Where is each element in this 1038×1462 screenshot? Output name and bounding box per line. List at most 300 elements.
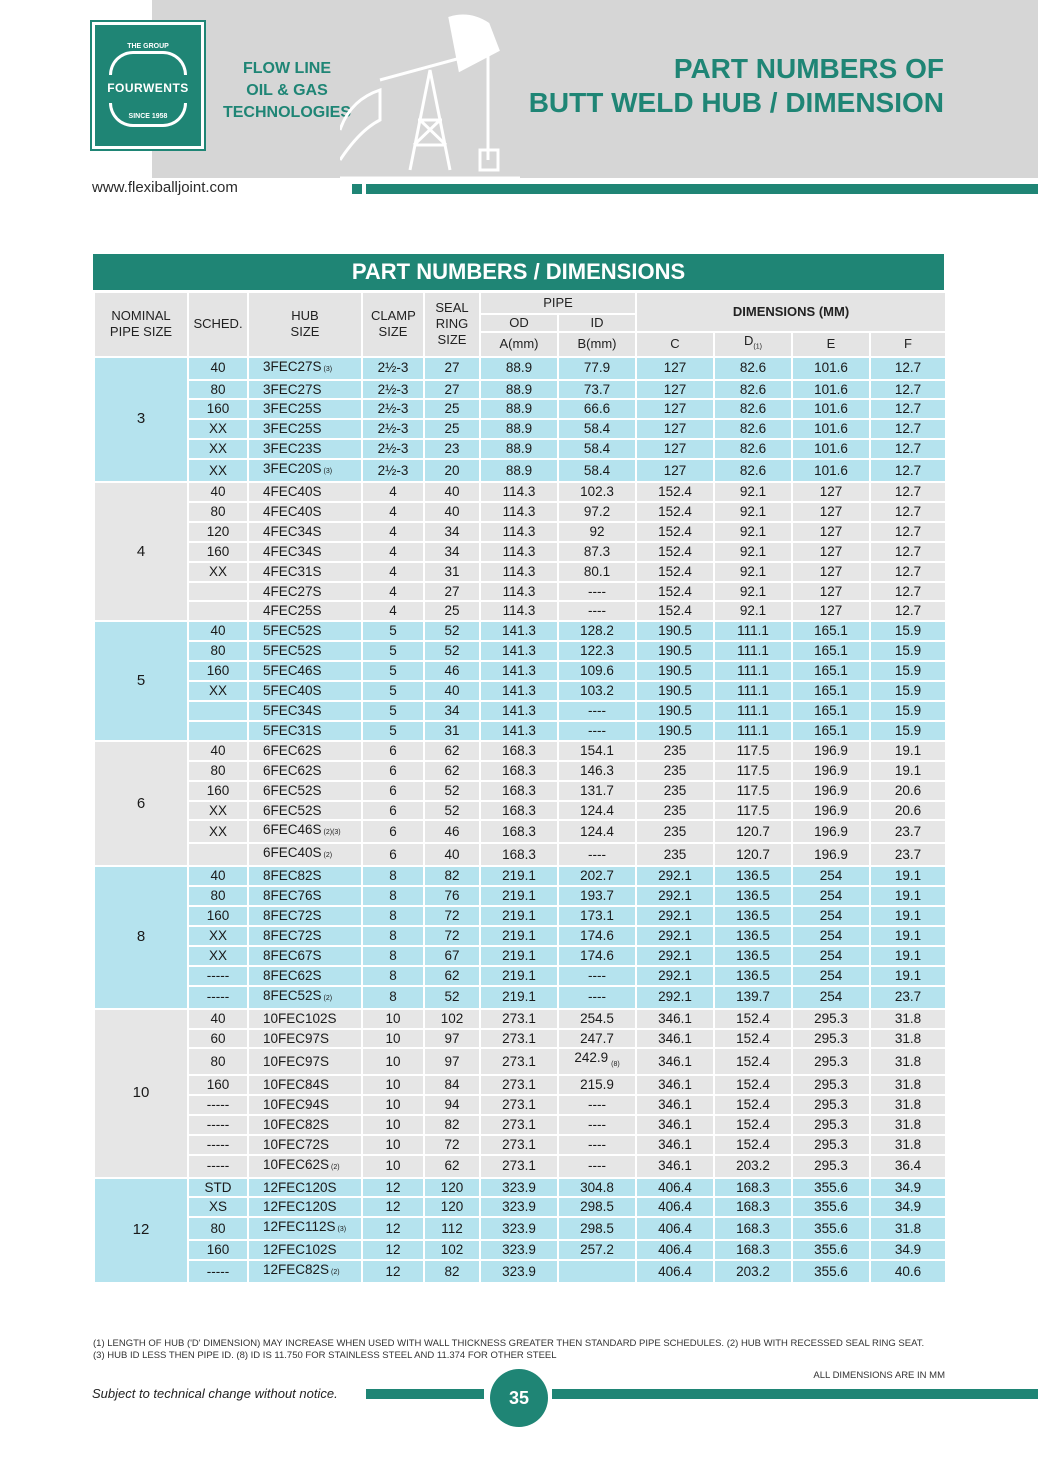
cell-hub-part-number bbox=[248, 1095, 362, 1115]
cell-seal-ring-size: 40 bbox=[424, 681, 480, 701]
id-value: 58.4 bbox=[583, 421, 611, 437]
cell-dim-e: 355.6 bbox=[792, 1260, 870, 1283]
cell-od-a: 219.1 bbox=[480, 906, 558, 926]
cell-sched: 80 bbox=[188, 761, 248, 781]
table-row bbox=[94, 986, 946, 1009]
cell-clamp-size: 6 bbox=[362, 781, 424, 801]
cell-id-b bbox=[558, 482, 636, 502]
table-row bbox=[94, 1095, 946, 1115]
cell-dim-e: 127 bbox=[792, 542, 870, 562]
cell-clamp-size: 10 bbox=[362, 1115, 424, 1135]
hub-part-number: 4FEC31S bbox=[263, 563, 322, 579]
hub-part-number: 8FEC62S bbox=[263, 967, 322, 983]
id-value: ---- bbox=[588, 1158, 606, 1174]
cell-id-b bbox=[558, 906, 636, 926]
cell-clamp-size: 12 bbox=[362, 1260, 424, 1283]
cell-dim-e: 101.6 bbox=[792, 419, 870, 439]
cell-hub-part-number bbox=[248, 419, 362, 439]
header-f: F bbox=[870, 332, 946, 357]
hub-part-number: 3FEC25S bbox=[263, 421, 322, 437]
cell-sched: 160 bbox=[188, 661, 248, 681]
cell-sched: 160 bbox=[188, 781, 248, 801]
table-row bbox=[94, 380, 946, 400]
cell-id-b bbox=[558, 399, 636, 419]
id-value: 242.9 bbox=[574, 1050, 609, 1066]
cell-dim-f: 23.7 bbox=[870, 986, 946, 1009]
cell-sched: ----- bbox=[188, 986, 248, 1009]
id-value: 73.7 bbox=[583, 381, 611, 397]
cell-sched bbox=[188, 843, 248, 866]
hub-part-number: 8FEC72S bbox=[263, 908, 322, 924]
id-value: 124.4 bbox=[580, 823, 614, 839]
cell-hub-part-number bbox=[248, 701, 362, 721]
cell-clamp-size: 6 bbox=[362, 761, 424, 781]
cell-sched: XS bbox=[188, 1197, 248, 1217]
cell-clamp-size: 8 bbox=[362, 906, 424, 926]
cell-hub-part-number bbox=[248, 482, 362, 502]
cell-id-b bbox=[558, 946, 636, 966]
cell-sched: 80 bbox=[188, 1048, 248, 1075]
hub-part-number: 4FEC40S bbox=[263, 503, 322, 519]
id-value: 124.4 bbox=[580, 802, 614, 818]
cell-hub-part-number bbox=[248, 562, 362, 582]
cell-seal-ring-size: 34 bbox=[424, 701, 480, 721]
cell-id-b bbox=[558, 1197, 636, 1217]
cell-seal-ring-size: 25 bbox=[424, 399, 480, 419]
id-value: 146.3 bbox=[580, 762, 614, 778]
cell-seal-ring-size: 52 bbox=[424, 781, 480, 801]
hub-part-number: 10FEC84S bbox=[263, 1077, 330, 1092]
cell-dim-c: 152.4 bbox=[636, 601, 714, 621]
cell-dim-c: 190.5 bbox=[636, 681, 714, 701]
cell-clamp-size: 4 bbox=[362, 542, 424, 562]
cell-dim-c: 292.1 bbox=[636, 866, 714, 886]
cell-dim-f: 15.9 bbox=[870, 661, 946, 681]
cell-seal-ring-size: 97 bbox=[424, 1048, 480, 1075]
cell-dim-e: 127 bbox=[792, 502, 870, 522]
cell-sched: ----- bbox=[188, 966, 248, 986]
company-logo bbox=[92, 22, 204, 149]
cell-dim-f: 19.1 bbox=[870, 906, 946, 926]
cell-dim-d: 111.1 bbox=[714, 701, 792, 721]
cell-id-b bbox=[558, 966, 636, 986]
cell-od-a: 141.3 bbox=[480, 681, 558, 701]
cell-od-a: 273.1 bbox=[480, 1048, 558, 1075]
cell-sched: ----- bbox=[188, 1260, 248, 1283]
header-hub-size: HUB SIZE bbox=[248, 292, 362, 357]
cell-od-a: 323.9 bbox=[480, 1197, 558, 1217]
cell-dim-f: 12.7 bbox=[870, 562, 946, 582]
cell-dim-e: 295.3 bbox=[792, 1115, 870, 1135]
cell-od-a: 114.3 bbox=[480, 542, 558, 562]
cell-dim-f: 19.1 bbox=[870, 926, 946, 946]
hub-part-number: 3FEC25S bbox=[263, 401, 322, 417]
id-value: 58.4 bbox=[583, 462, 611, 478]
id-value: 92 bbox=[589, 523, 605, 539]
cell-sched: XX bbox=[188, 946, 248, 966]
cell-od-a: 168.3 bbox=[480, 843, 558, 866]
cell-dim-c: 346.1 bbox=[636, 1155, 714, 1178]
table-row bbox=[94, 701, 946, 721]
cell-seal-ring-size: 46 bbox=[424, 820, 480, 843]
cell-hub-part-number bbox=[248, 459, 362, 482]
cell-clamp-size: 2½-3 bbox=[362, 399, 424, 419]
cell-dim-f: 12.7 bbox=[870, 419, 946, 439]
id-value: ---- bbox=[588, 603, 606, 619]
cell-od-a: 323.9 bbox=[480, 1178, 558, 1198]
cell-dim-f: 31.8 bbox=[870, 1217, 946, 1240]
hub-part-number: 5FEC31S bbox=[263, 722, 322, 738]
cell-dim-d: 168.3 bbox=[714, 1178, 792, 1198]
cell-id-b bbox=[558, 1048, 636, 1075]
cell-hub-part-number bbox=[248, 966, 362, 986]
id-value: 128.2 bbox=[580, 623, 614, 639]
hub-part-number: 12FEC120S bbox=[263, 1179, 337, 1195]
table-row bbox=[94, 502, 946, 522]
cell-dim-c: 235 bbox=[636, 741, 714, 761]
cell-dim-c: 127 bbox=[636, 459, 714, 482]
cell-dim-e: 355.6 bbox=[792, 1240, 870, 1260]
cell-hub-part-number bbox=[248, 1155, 362, 1178]
hub-part-number: 6FEC62S bbox=[263, 762, 322, 778]
cell-nominal-pipe-size: 5 bbox=[94, 621, 188, 740]
table-row bbox=[94, 542, 946, 562]
footer-bar-right bbox=[552, 1389, 1038, 1399]
cell-dim-d: 168.3 bbox=[714, 1240, 792, 1260]
cell-clamp-size: 8 bbox=[362, 866, 424, 886]
cell-clamp-size: 6 bbox=[362, 843, 424, 866]
id-value: 247.7 bbox=[580, 1030, 614, 1046]
cell-od-a: 88.9 bbox=[480, 380, 558, 400]
cell-sched: ----- bbox=[188, 1135, 248, 1155]
cell-dim-d: 117.5 bbox=[714, 761, 792, 781]
header-nominal-pipe-size: NOMINAL PIPE SIZE bbox=[94, 292, 188, 357]
cell-od-a: 168.3 bbox=[480, 741, 558, 761]
cell-seal-ring-size: 82 bbox=[424, 866, 480, 886]
id-value: ---- bbox=[588, 1116, 606, 1132]
cell-dim-c: 346.1 bbox=[636, 1115, 714, 1135]
cell-clamp-size: 10 bbox=[362, 1155, 424, 1178]
cell-dim-f: 34.9 bbox=[870, 1240, 946, 1260]
cell-dim-e: 165.1 bbox=[792, 641, 870, 661]
cell-dim-e: 196.9 bbox=[792, 801, 870, 821]
header-id: ID bbox=[558, 314, 636, 332]
cell-dim-f: 31.8 bbox=[870, 1075, 946, 1095]
cell-hub-part-number bbox=[248, 1075, 362, 1095]
hub-part-number: 3FEC27S bbox=[263, 381, 322, 397]
cell-dim-d: 92.1 bbox=[714, 482, 792, 502]
cell-hub-part-number bbox=[248, 843, 362, 866]
id-value: 215.9 bbox=[580, 1077, 614, 1092]
cell-dim-d: 111.1 bbox=[714, 721, 792, 741]
cell-dim-d: 203.2 bbox=[714, 1155, 792, 1178]
cell-seal-ring-size: 40 bbox=[424, 843, 480, 866]
cell-sched: 80 bbox=[188, 502, 248, 522]
cell-dim-c: 346.1 bbox=[636, 1048, 714, 1075]
hub-part-number: 3FEC20S bbox=[263, 461, 322, 477]
hub-footnote-ref: (2)(3) bbox=[323, 829, 341, 837]
cell-id-b bbox=[558, 721, 636, 741]
hub-part-number: 10FEC62S bbox=[263, 1156, 330, 1172]
table-row bbox=[94, 357, 946, 380]
cell-seal-ring-size: 72 bbox=[424, 926, 480, 946]
cell-sched: ----- bbox=[188, 1095, 248, 1115]
cell-seal-ring-size: 97 bbox=[424, 1029, 480, 1049]
cell-hub-part-number bbox=[248, 1260, 362, 1283]
table-row bbox=[94, 681, 946, 701]
header-od: OD bbox=[480, 314, 558, 332]
cell-dim-e: 295.3 bbox=[792, 1009, 870, 1029]
cell-dim-f: 15.9 bbox=[870, 641, 946, 661]
cell-dim-c: 346.1 bbox=[636, 1009, 714, 1029]
header-dimensions: DIMENSIONS (MM) bbox=[636, 292, 946, 332]
cell-clamp-size: 8 bbox=[362, 966, 424, 986]
table-row bbox=[94, 946, 946, 966]
cell-od-a: 219.1 bbox=[480, 986, 558, 1009]
cell-od-a: 323.9 bbox=[480, 1217, 558, 1240]
cell-dim-c: 235 bbox=[636, 801, 714, 821]
id-value: ---- bbox=[588, 703, 606, 718]
table-row bbox=[94, 820, 946, 843]
cell-dim-d: 168.3 bbox=[714, 1197, 792, 1217]
hub-part-number: 5FEC34S bbox=[263, 703, 322, 718]
cell-seal-ring-size: 46 bbox=[424, 661, 480, 681]
cell-dim-d: 152.4 bbox=[714, 1115, 792, 1135]
id-value: 87.3 bbox=[583, 543, 611, 559]
table-row bbox=[94, 1009, 946, 1029]
id-value: 58.4 bbox=[583, 441, 611, 457]
cell-od-a: 273.1 bbox=[480, 1009, 558, 1029]
cell-dim-f: 12.7 bbox=[870, 399, 946, 419]
hub-part-number: 5FEC52S bbox=[263, 623, 322, 639]
cell-clamp-size: 5 bbox=[362, 701, 424, 721]
cell-od-a: 219.1 bbox=[480, 866, 558, 886]
cell-od-a: 141.3 bbox=[480, 661, 558, 681]
cell-od-a: 219.1 bbox=[480, 946, 558, 966]
cell-dim-e: 127 bbox=[792, 601, 870, 621]
cell-sched: 160 bbox=[188, 906, 248, 926]
logo-since: SINCE 1958 bbox=[128, 113, 168, 120]
cell-seal-ring-size: 102 bbox=[424, 1240, 480, 1260]
cell-id-b bbox=[558, 641, 636, 661]
id-value: 131.7 bbox=[580, 782, 614, 798]
cell-od-a: 323.9 bbox=[480, 1240, 558, 1260]
cell-dim-d: 152.4 bbox=[714, 1029, 792, 1049]
cell-od-a: 114.3 bbox=[480, 482, 558, 502]
cell-dim-f: 36.4 bbox=[870, 1155, 946, 1178]
cell-dim-e: 196.9 bbox=[792, 741, 870, 761]
hub-part-number: 4FEC34S bbox=[263, 543, 322, 559]
footnotes bbox=[93, 1338, 963, 1362]
cell-dim-d: 92.1 bbox=[714, 562, 792, 582]
cell-dim-e: 254 bbox=[792, 866, 870, 886]
cell-dim-f: 19.1 bbox=[870, 741, 946, 761]
cell-dim-d: 92.1 bbox=[714, 542, 792, 562]
cell-seal-ring-size: 31 bbox=[424, 562, 480, 582]
header-seal-ring-size: SEAL RING SIZE bbox=[424, 292, 480, 357]
cell-dim-c: 292.1 bbox=[636, 986, 714, 1009]
cell-od-a: 114.3 bbox=[480, 522, 558, 542]
cell-dim-e: 295.3 bbox=[792, 1075, 870, 1095]
cell-id-b bbox=[558, 380, 636, 400]
cell-clamp-size: 12 bbox=[362, 1240, 424, 1260]
dimensions-table bbox=[93, 291, 947, 1284]
table-row bbox=[94, 1135, 946, 1155]
cell-seal-ring-size: 20 bbox=[424, 459, 480, 482]
cell-od-a: 141.3 bbox=[480, 621, 558, 641]
cell-id-b bbox=[558, 502, 636, 522]
cell-hub-part-number bbox=[248, 641, 362, 661]
cell-clamp-size: 4 bbox=[362, 502, 424, 522]
hub-part-number: 4FEC27S bbox=[263, 583, 322, 599]
cell-dim-e: 295.3 bbox=[792, 1029, 870, 1049]
cell-hub-part-number bbox=[248, 1009, 362, 1029]
cell-dim-e: 127 bbox=[792, 522, 870, 542]
cell-id-b bbox=[558, 1115, 636, 1135]
id-value: 66.6 bbox=[583, 401, 611, 417]
cell-dim-c: 346.1 bbox=[636, 1029, 714, 1049]
cell-clamp-size: 5 bbox=[362, 621, 424, 641]
cell-dim-d: 82.6 bbox=[714, 439, 792, 459]
cell-dim-f: 31.8 bbox=[870, 1048, 946, 1075]
cell-hub-part-number bbox=[248, 906, 362, 926]
id-value: 174.6 bbox=[580, 927, 614, 943]
cell-od-a: 273.1 bbox=[480, 1135, 558, 1155]
cell-clamp-size: 4 bbox=[362, 522, 424, 542]
cell-dim-d: 92.1 bbox=[714, 601, 792, 621]
cell-dim-d: 136.5 bbox=[714, 926, 792, 946]
cell-hub-part-number bbox=[248, 522, 362, 542]
hub-part-number: 10FEC97S bbox=[263, 1030, 330, 1046]
cell-dim-f: 12.7 bbox=[870, 482, 946, 502]
cell-dim-d: 139.7 bbox=[714, 986, 792, 1009]
table-row bbox=[94, 399, 946, 419]
cell-hub-part-number bbox=[248, 380, 362, 400]
cell-id-b bbox=[558, 1155, 636, 1178]
cell-dim-f: 31.8 bbox=[870, 1029, 946, 1049]
cell-seal-ring-size: 102 bbox=[424, 1009, 480, 1029]
cell-sched: XX bbox=[188, 439, 248, 459]
cell-dim-e: 101.6 bbox=[792, 399, 870, 419]
cell-clamp-size: 4 bbox=[362, 562, 424, 582]
cell-seal-ring-size: 62 bbox=[424, 966, 480, 986]
cell-od-a: 114.3 bbox=[480, 582, 558, 602]
cell-dim-d: 152.4 bbox=[714, 1095, 792, 1115]
cell-seal-ring-size: 120 bbox=[424, 1197, 480, 1217]
cell-dim-e: 101.6 bbox=[792, 439, 870, 459]
cell-dim-c: 127 bbox=[636, 380, 714, 400]
cell-seal-ring-size: 52 bbox=[424, 801, 480, 821]
cell-dim-c: 127 bbox=[636, 419, 714, 439]
id-value: 102.3 bbox=[580, 484, 614, 500]
cell-hub-part-number bbox=[248, 741, 362, 761]
table-row bbox=[94, 761, 946, 781]
id-value: ---- bbox=[588, 846, 606, 862]
cell-id-b bbox=[558, 1260, 636, 1283]
cell-hub-part-number bbox=[248, 1217, 362, 1240]
cell-od-a: 88.9 bbox=[480, 419, 558, 439]
id-value: 254.5 bbox=[580, 1010, 614, 1026]
cell-sched: 40 bbox=[188, 482, 248, 502]
cell-dim-c: 346.1 bbox=[636, 1075, 714, 1095]
cell-od-a: 141.3 bbox=[480, 641, 558, 661]
table-row bbox=[94, 601, 946, 621]
id-value: 298.5 bbox=[580, 1199, 614, 1215]
cell-sched: XX bbox=[188, 459, 248, 482]
cell-dim-f: 12.7 bbox=[870, 542, 946, 562]
cell-dim-d: 136.5 bbox=[714, 906, 792, 926]
cell-seal-ring-size: 52 bbox=[424, 621, 480, 641]
cell-sched bbox=[188, 701, 248, 721]
cell-id-b bbox=[558, 761, 636, 781]
cell-hub-part-number bbox=[248, 1115, 362, 1135]
company-line-1: FLOW LINE bbox=[243, 60, 331, 77]
cell-dim-f: 31.8 bbox=[870, 1095, 946, 1115]
cell-dim-c: 127 bbox=[636, 399, 714, 419]
cell-hub-part-number bbox=[248, 601, 362, 621]
cell-dim-e: 295.3 bbox=[792, 1095, 870, 1115]
cell-dim-d: 152.4 bbox=[714, 1075, 792, 1095]
cell-id-b bbox=[558, 1178, 636, 1198]
hub-part-number: 6FEC40S bbox=[263, 845, 322, 861]
cell-clamp-size: 12 bbox=[362, 1178, 424, 1198]
cell-dim-e: 196.9 bbox=[792, 761, 870, 781]
cell-id-b bbox=[558, 1240, 636, 1260]
id-value: 193.7 bbox=[580, 888, 614, 904]
table-row bbox=[94, 966, 946, 986]
cell-od-a: 114.3 bbox=[480, 601, 558, 621]
cell-dim-d: 82.6 bbox=[714, 399, 792, 419]
cell-hub-part-number bbox=[248, 681, 362, 701]
header-clamp-size: CLAMP SIZE bbox=[362, 292, 424, 357]
cell-dim-f: 15.9 bbox=[870, 681, 946, 701]
cell-id-b bbox=[558, 1029, 636, 1049]
cell-dim-d: 82.6 bbox=[714, 459, 792, 482]
cell-hub-part-number bbox=[248, 781, 362, 801]
cell-hub-part-number bbox=[248, 866, 362, 886]
cell-hub-part-number bbox=[248, 1048, 362, 1075]
table-row bbox=[94, 1115, 946, 1135]
cell-sched: 80 bbox=[188, 380, 248, 400]
table-row bbox=[94, 621, 946, 641]
cell-dim-f: 19.1 bbox=[870, 866, 946, 886]
id-value: 298.5 bbox=[580, 1220, 614, 1236]
cell-nominal-pipe-size: 8 bbox=[94, 866, 188, 1008]
cell-clamp-size: 12 bbox=[362, 1217, 424, 1240]
cell-dim-d: 152.4 bbox=[714, 1048, 792, 1075]
table-row bbox=[94, 661, 946, 681]
cell-od-a: 168.3 bbox=[480, 801, 558, 821]
cell-clamp-size: 5 bbox=[362, 721, 424, 741]
hub-part-number: 6FEC62S bbox=[263, 742, 322, 758]
cell-dim-e: 355.6 bbox=[792, 1217, 870, 1240]
disclaimer: Subject to technical change without notice. bbox=[92, 1386, 338, 1401]
cell-dim-f: 19.1 bbox=[870, 886, 946, 906]
cell-seal-ring-size: 94 bbox=[424, 1095, 480, 1115]
header-d-label: D bbox=[744, 333, 754, 348]
website-link[interactable]: www.flexiballjoint.com bbox=[92, 179, 238, 196]
cell-clamp-size: 6 bbox=[362, 741, 424, 761]
cell-dim-e: 127 bbox=[792, 582, 870, 602]
hub-footnote-ref: (2) bbox=[331, 1163, 340, 1171]
cell-dim-d: 136.5 bbox=[714, 886, 792, 906]
cell-dim-e: 101.6 bbox=[792, 459, 870, 482]
cell-dim-c: 190.5 bbox=[636, 641, 714, 661]
cell-seal-ring-size: 62 bbox=[424, 761, 480, 781]
table-row bbox=[94, 482, 946, 502]
cell-dim-e: 101.6 bbox=[792, 357, 870, 380]
cell-clamp-size: 6 bbox=[362, 801, 424, 821]
